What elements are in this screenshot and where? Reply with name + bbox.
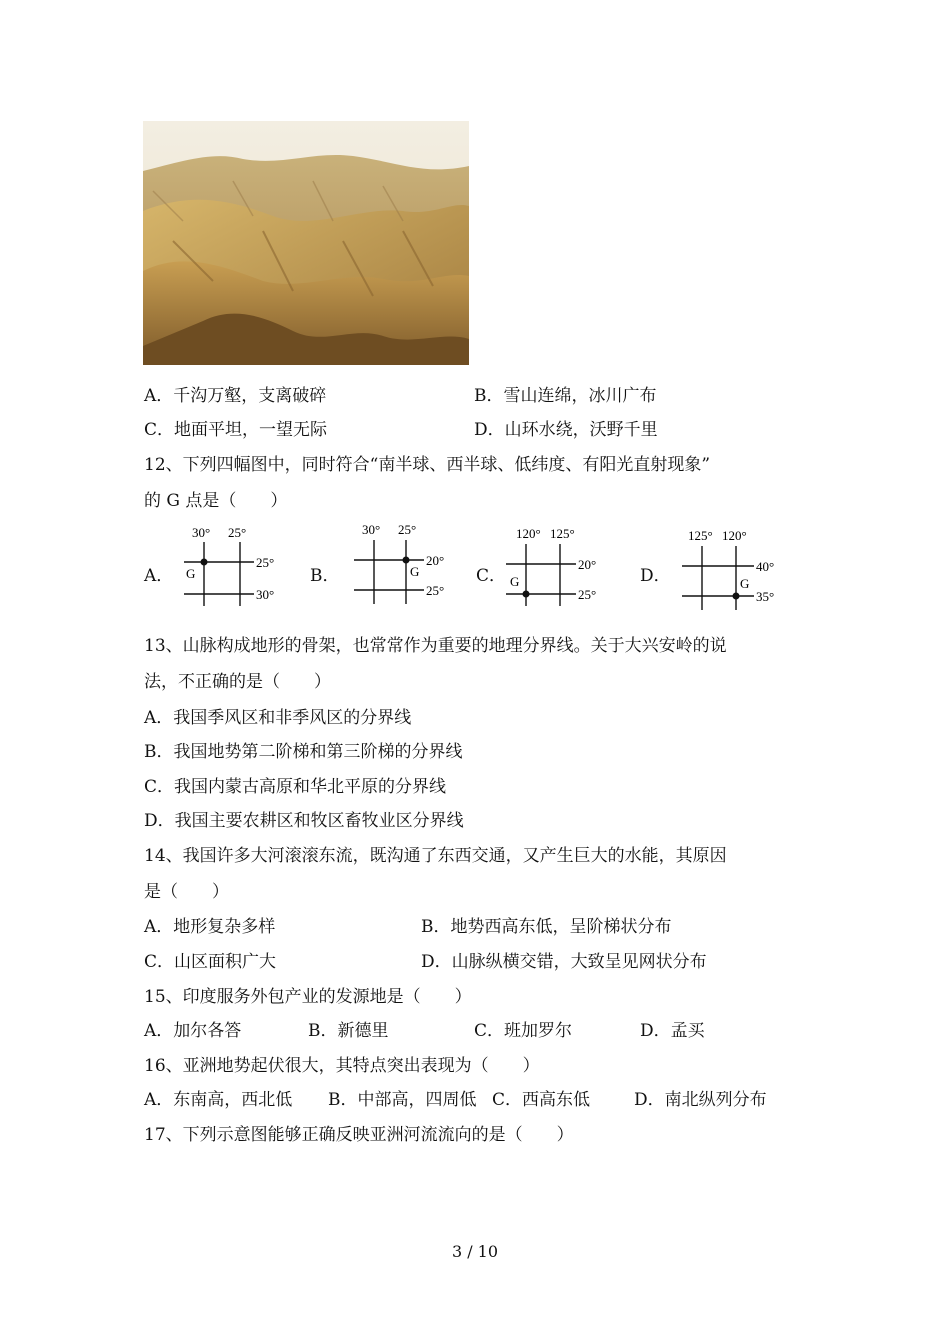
fig-b-top-label-1: 30°	[362, 522, 381, 537]
q13-stem-line2: 法，不正确的是（ ）	[144, 672, 331, 692]
fig-d-point-label: G	[740, 576, 750, 591]
q14-option-d: D．山脉纵横交错，大致呈见网状分布	[421, 952, 707, 972]
q12-figure-d	[680, 522, 790, 614]
q14-option-b: B．地势西高东低，呈阶梯状分布	[421, 917, 672, 937]
q12-figure-c-letter: C．	[476, 566, 507, 586]
q13-stem-line1: 13、山脉构成地形的骨架，也常常作为重要的地理分界线。关于大兴安岭的说	[144, 636, 727, 656]
fig-d-right-label-1: 40°	[756, 559, 775, 574]
fig-c-top-label-2: 125°	[550, 526, 575, 541]
q12-figure-b-letter: B．	[310, 566, 340, 586]
fig-a-point-label: G	[186, 566, 196, 581]
fig-b-right-label-1: 20°	[426, 553, 445, 568]
q15-option-b: B．新德里	[308, 1021, 389, 1041]
fig-b-point-label: G	[410, 564, 420, 579]
q13-option-c: C．我国内蒙古高原和华北平原的分界线	[144, 777, 447, 797]
fig-d-top-label-1: 125°	[688, 528, 713, 543]
q12-figure-d-letter: D．	[640, 566, 671, 586]
q11-option-c: C．地面平坦，一望无际	[144, 420, 328, 440]
fig-a-top-label-1: 30°	[192, 525, 211, 540]
fig-c-right-label-2: 25°	[578, 587, 597, 602]
fig-a-right-label-1: 25°	[256, 555, 275, 570]
fig-b-right-label-2: 25°	[426, 583, 445, 598]
fig-a-top-label-2: 25°	[228, 525, 247, 540]
fig-a-right-label-2: 30°	[256, 587, 275, 602]
q16-option-a: A．东南高，西北低	[144, 1090, 293, 1110]
page-number: 3 / 10	[451, 1242, 499, 1261]
fig-d-point-g	[733, 593, 740, 600]
fig-c-point-label: G	[510, 574, 520, 589]
q11-option-a: A．千沟万壑，支离破碎	[144, 386, 327, 406]
q16-option-c: C．西高东低	[492, 1090, 591, 1110]
fig-c-right-label-1: 20°	[578, 557, 597, 572]
q12-figure-b	[350, 514, 460, 610]
q11-option-d: D．山环水绕，沃野千里	[474, 420, 658, 440]
q14-option-c: C．山区面积广大	[144, 952, 277, 972]
fig-d-right-label-2: 35°	[756, 589, 775, 604]
q14-option-a: A．地形复杂多样	[144, 917, 276, 937]
q16-option-d: D．南北纵列分布	[634, 1090, 767, 1110]
landscape-photo	[143, 121, 469, 365]
q17-stem: 17、下列示意图能够正确反映亚洲河流流向的是（ ）	[144, 1125, 574, 1145]
fig-b-point-g	[403, 557, 410, 564]
q15-stem: 15、印度服务外包产业的发源地是（ ）	[144, 987, 472, 1007]
q12-figure-c	[502, 520, 612, 612]
q12-figure-a-letter: A．	[144, 566, 174, 586]
fig-c-top-label-1: 120°	[516, 526, 541, 541]
q13-option-d: D．我国主要农耕区和牧区畜牧业区分界线	[144, 811, 464, 831]
fig-d-top-label-2: 120°	[722, 528, 747, 543]
q15-option-a: A．加尔各答	[144, 1021, 242, 1041]
fig-b-top-label-2: 25°	[398, 522, 417, 537]
fig-c-point-g	[523, 591, 530, 598]
q13-option-a: A．我国季风区和非季风区的分界线	[144, 708, 412, 728]
q12-stem-line2: 的 G 点是（ ）	[144, 491, 288, 511]
q15-option-c: C．班加罗尔	[474, 1021, 573, 1041]
q16-option-b: B．中部高，四周低	[328, 1090, 477, 1110]
fig-a-point-g	[201, 559, 208, 566]
q13-option-b: B．我国地势第二阶梯和第三阶梯的分界线	[144, 742, 463, 762]
q14-stem-line1: 14、我国许多大河滚滚东流，既沟通了东西交通，又产生巨大的水能，其原因	[144, 846, 727, 866]
q15-option-d: D．孟买	[640, 1021, 705, 1041]
q16-stem: 16、亚洲地势起伏很大，其特点突出表现为（ ）	[144, 1056, 540, 1076]
q12-stem-line1: 12、下列四幅图中，同时符合“南半球、西半球、低纬度、有阳光直射现象”	[144, 455, 711, 475]
q14-stem-line2: 是（ ）	[144, 882, 229, 902]
q11-option-b: B．雪山连绵，冰川广布	[474, 386, 657, 406]
q12-figure-a	[180, 520, 290, 612]
